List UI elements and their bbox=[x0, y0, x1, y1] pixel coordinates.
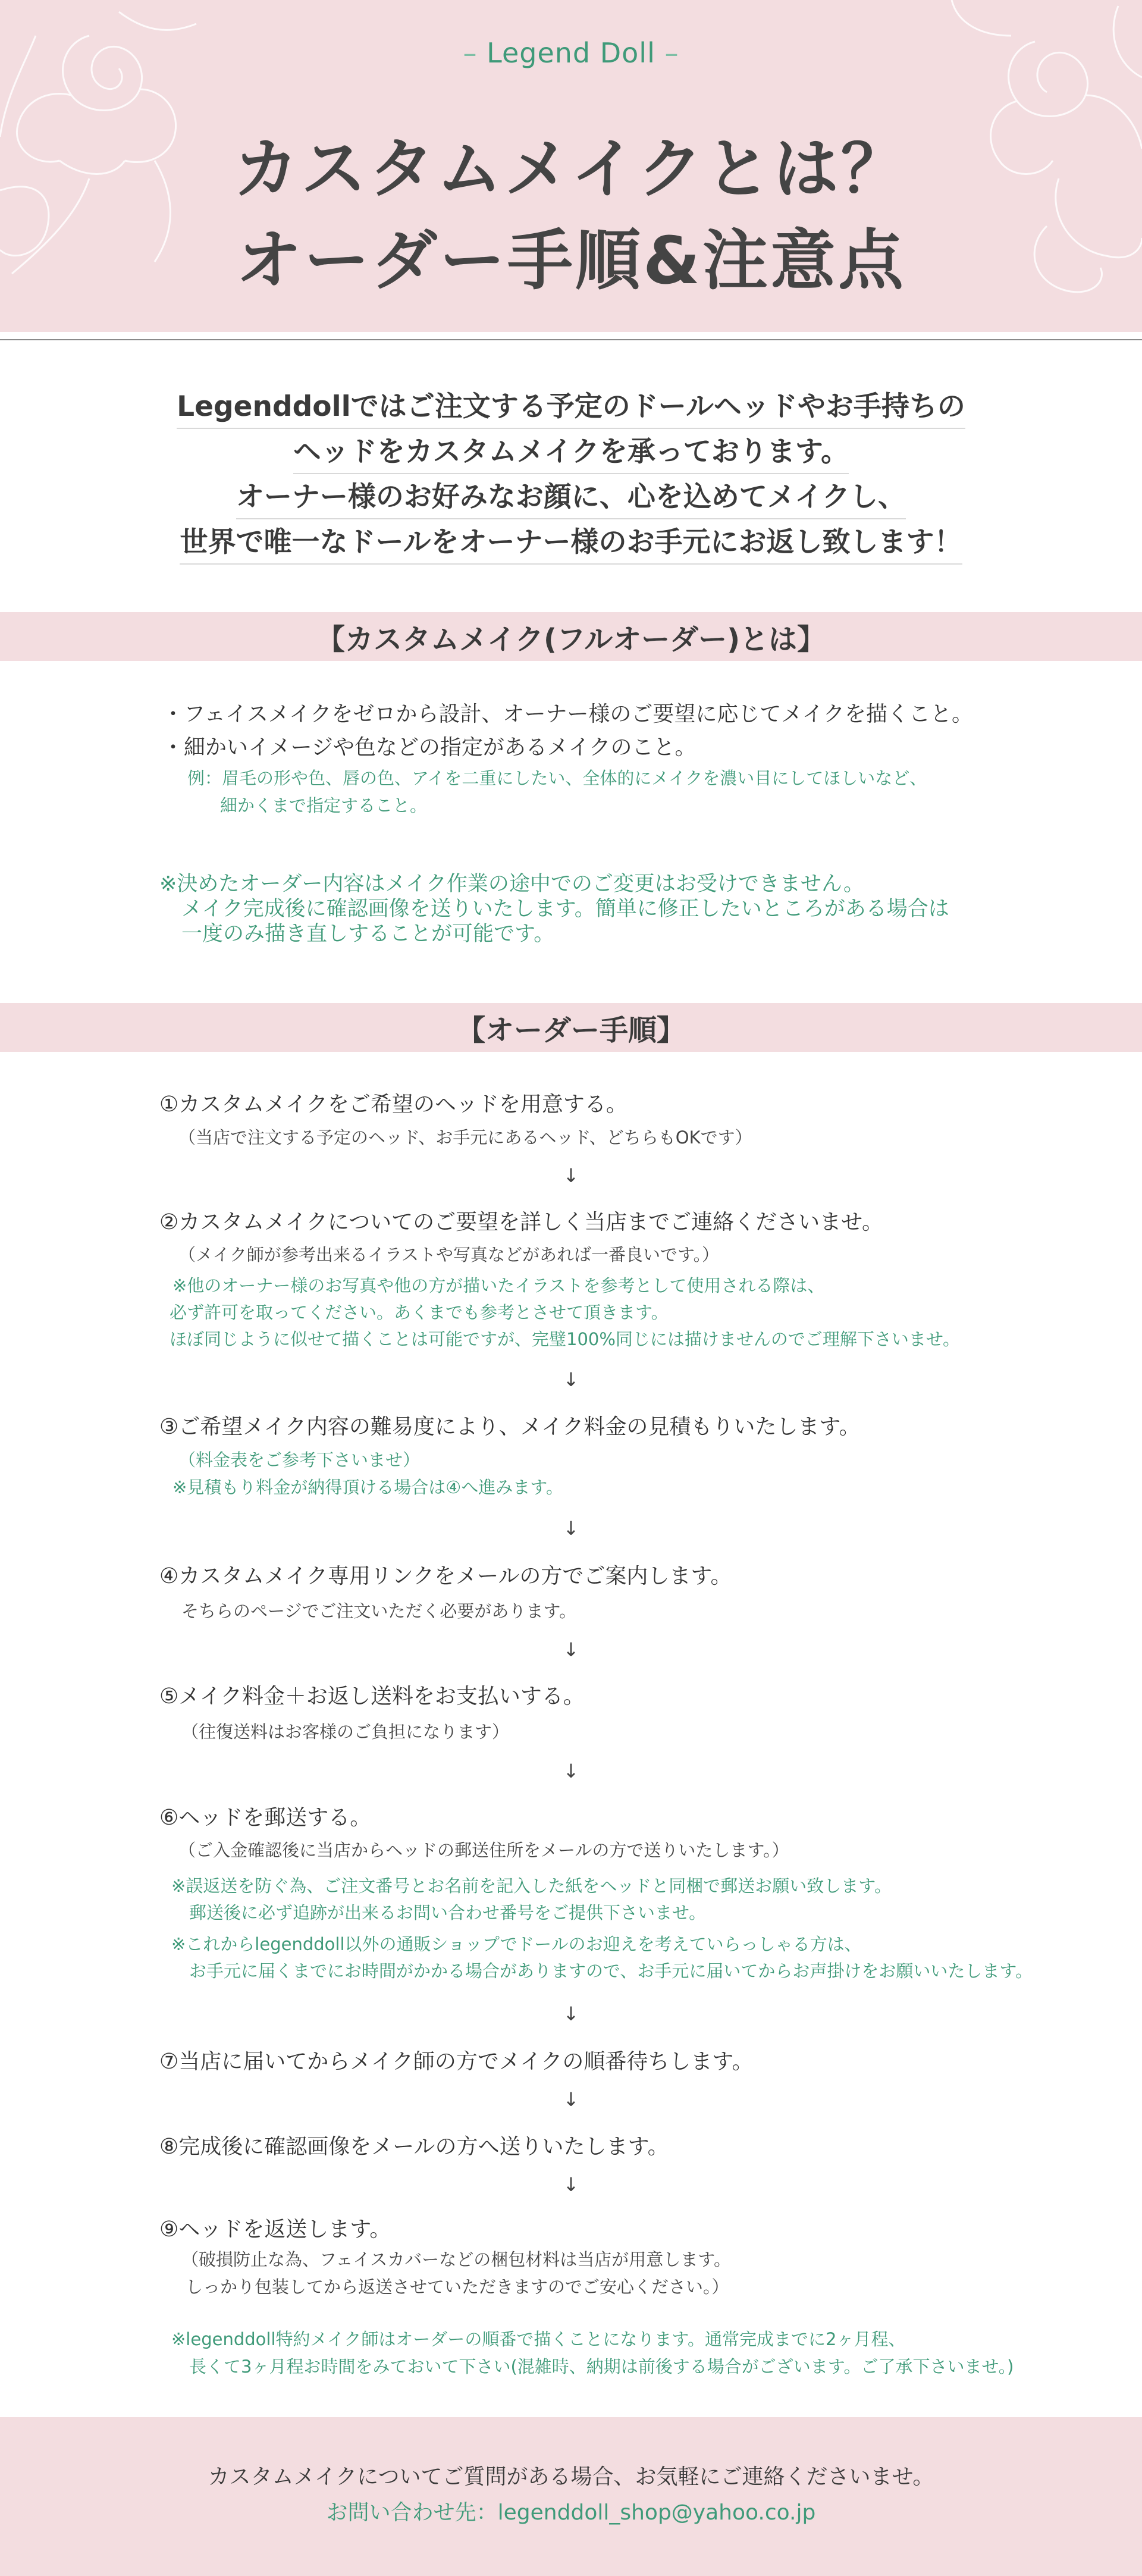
arrow-down-icon: ↓ bbox=[563, 1760, 579, 1782]
step-6-note: ※これからlegenddoll以外の通販ショップでドールのお迎えを考えていらっしゃる方は、 bbox=[171, 1934, 862, 1954]
final-note: ※legenddoll特約メイク師はオーダーの順番で描くことになります。通常完成までに2ヶ月程、 bbox=[171, 2329, 906, 2349]
footer bbox=[0, 2417, 1142, 2576]
notice-text: ※決めたオーダー内容はメイク作業の途中でのご変更はお受けできません。 bbox=[159, 872, 865, 896]
bullet-item: ・細かいイメージや色などの指定があるメイクのこと。 bbox=[162, 735, 697, 760]
brand-label: Legend Doll bbox=[487, 37, 655, 69]
intro-line: Legenddollではご注文する予定のドールヘッドやお手持ちの bbox=[0, 384, 1142, 424]
footer-question: カスタムメイクについてご質問がある場合、お気軽にご連絡くださいませ。 bbox=[208, 2465, 934, 2489]
page-title-line-1: カスタムメイクとは？ bbox=[233, 131, 909, 207]
step-2-note: 必ず許可を取ってください。あくまでも参考とさせて頂きます。 bbox=[170, 1302, 669, 1323]
hero-banner bbox=[0, 0, 1142, 332]
brand-name: – Legend Doll – bbox=[463, 37, 679, 69]
arrow-down-icon: ↓ bbox=[563, 1638, 579, 1661]
step-6-title: ⑥ヘッドを郵送する。 bbox=[159, 1806, 372, 1830]
page-title-line-2: オーダー手順&注意点 bbox=[236, 222, 906, 299]
arrow-down-icon: ↓ bbox=[563, 2002, 579, 2025]
section-heading-order-steps: 【オーダー手順】 bbox=[0, 1003, 1142, 1052]
step-9-detail: しっかり包装してから返送させていただきますのでご安心ください。） bbox=[186, 2277, 729, 2297]
step-4-detail: そちらのページでご注文いただく必要があります。 bbox=[181, 1601, 577, 1621]
step-3-title: ③ご希望メイク内容の難易度により、メイク料金の見積もりいたします。 bbox=[159, 1415, 861, 1439]
notice-text: 一度のみ描き直しすることが可能です。 bbox=[181, 922, 555, 946]
step-9-detail: （破損防止な為、フェイスカバーなどの梱包材料は当店が用意します。 bbox=[181, 2249, 731, 2270]
contact-email-link[interactable]: お問い合わせ先：legenddoll_shop@yahoo.co.jp bbox=[326, 2500, 816, 2525]
arrow-down-icon: ↓ bbox=[563, 2173, 579, 2196]
step-2-note: ほぼ同じように似せて描くことは可能ですが、完璧100%同じには描けませんのでご理解下さいませ。 bbox=[170, 1329, 961, 1349]
bullet-item: ・フェイスメイクをゼロから設計、オーナー様のご要望に応じてメイクを描くこと。 bbox=[162, 702, 973, 726]
step-6-note: お手元に届くまでにお時間がかかる場合がありますので、お手元に届いてからお声掛けをお願いいたします。 bbox=[189, 1961, 1033, 1981]
notice-text: メイク完成後に確認画像を送りいたします。簡単に修正したいところがある場合は bbox=[181, 897, 949, 921]
example-note: 細かくまで指定すること。 bbox=[220, 795, 428, 816]
step-2-note: ※他のオーナー様のお写真や他の方が描いたイラストを参考として使用される際は、 bbox=[172, 1276, 825, 1296]
step-6-detail: （ご入金確認後に当店からヘッドの郵送住所をメールの方で送りいたします。） bbox=[178, 1840, 789, 1860]
step-3-note: ※見積もり料金が納得頂ける場合は④へ進みます。 bbox=[172, 1477, 563, 1497]
intro-line: ヘッドをカスタムメイクを承っております。 bbox=[0, 430, 1142, 469]
step-1-title: ①カスタムメイクをご希望のヘッドを用意する。 bbox=[159, 1092, 628, 1117]
arrow-down-icon: ↓ bbox=[563, 2088, 579, 2111]
step-2-title: ②カスタムメイクについてのご要望を詳しく当店までご連絡くださいませ。 bbox=[159, 1210, 884, 1234]
arrow-down-icon: ↓ bbox=[563, 1517, 579, 1540]
intro-line: 世界で唯一なドールをオーナー様のお手元にお返し致します！ bbox=[0, 520, 1142, 560]
step-6-note: 郵送後に必ず追跡が出来るお問い合わせ番号をご提供下さいませ。 bbox=[189, 1903, 707, 1923]
step-4-title: ④カスタムメイク専用リンクをメールの方でご案内します。 bbox=[159, 1564, 732, 1588]
arrow-down-icon: ↓ bbox=[563, 1368, 579, 1391]
section-heading-custom-make: 【カスタムメイク(フルオーダー)とは】 bbox=[0, 612, 1142, 661]
intro-line: オーナー様のお好みなお顔に、心を込めてメイクし、 bbox=[0, 475, 1142, 515]
arrow-down-icon: ↓ bbox=[563, 1164, 579, 1187]
step-5-detail: （往復送料はお客様のご負担になります） bbox=[181, 1722, 510, 1742]
step-7-title: ⑦当店に届いてからメイク師の方でメイクの順番待ちします。 bbox=[159, 2049, 754, 2074]
divider bbox=[0, 339, 1142, 340]
step-1-detail: （当店で注文する予定のヘッド、お手元にあるヘッド、どちらもOKです） bbox=[178, 1127, 752, 1148]
step-6-note: ※誤返送を防ぐ為、ご注文番号とお名前を記入した紙をヘッドと同梱で郵送お願い致します。 bbox=[171, 1876, 892, 1896]
example-note: 例：眉毛の形や色、唇の色、アイを二重にしたい、全体的にメイクを濃い目にしてほしいなど、 bbox=[187, 768, 927, 788]
final-note: 長くて3ヶ月程お時間をみておいて下さい(混雑時、納期は前後する場合がございます。ご了承下さいませ。) bbox=[189, 2356, 1014, 2377]
step-8-title: ⑧完成後に確認画像をメールの方へ送りいたします。 bbox=[159, 2135, 669, 2159]
step-9-title: ⑨ヘッドを返送します。 bbox=[159, 2217, 391, 2242]
step-5-title: ⑤メイク料金＋お返し送料をお支払いする。 bbox=[159, 1684, 585, 1709]
step-3-note: （料金表をご参考下さいませ） bbox=[178, 1450, 421, 1470]
step-2-detail: （メイク師が参考出来るイラストや写真などがあれば一番良いです。） bbox=[178, 1245, 720, 1265]
